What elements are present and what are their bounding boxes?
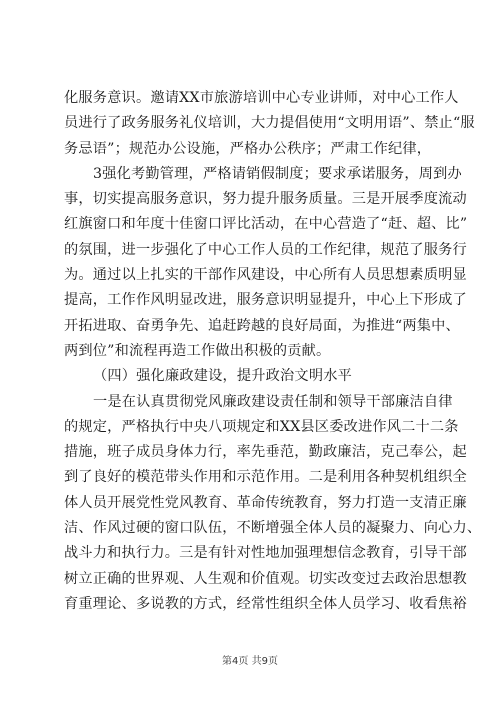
text-line: 一是在认真贯彻党风廉政建设责任制和领导干部廉洁自律 (93, 393, 453, 410)
section-heading: （四）强化廉政建设，提升政治文明水平 (93, 368, 352, 385)
text-line: 为。通过以上扎实的干部作风建设，中心所有人员思想素质明显 (64, 267, 467, 284)
text-line: 两到位”和流程再造工作做出积极的贡献。 (64, 342, 331, 359)
text-line: 洁、作风过硬的窗口队伍，不断增强全体人员的凝聚力、向心力、 (64, 520, 482, 537)
text-line: 员进行了政务服务礼仪培训，大力提倡使用“文明用语”、禁止“服 (64, 115, 475, 132)
text-line: 务忌语”；规范办公设施，严格办公秩序；严肃工作纪律， (64, 140, 432, 157)
text-line: 的规定，严格执行中央八项规定和XX县区委改进作风二十二条 (64, 418, 459, 435)
text-line: 红旗窗口和年度十佳窗口评比活动，在中心营造了“赶、超、比” (64, 216, 468, 233)
text-line: 树立正确的世界观、人生观和价值观。切实改变过去政治思想教 (64, 570, 467, 587)
text-line: 化服务意识。邀请XX市旅游培训中心专业讲师，对中心工作人 (64, 90, 459, 106)
text-line: 提高，工作作风明显改进，服务意识明显提升，中心上下形成了 (64, 292, 467, 309)
text-line: 到了良好的模范带头作用和示范作用。二是利用各种契机组织全 (64, 469, 467, 486)
page-number-footer: 第4页 共9页 (222, 656, 278, 667)
text-line: 事，切实提高服务意识，努力提升服务质量。三是开展季度流动 (64, 191, 467, 208)
text-line: 体人员开展党性党风教育、革命传统教育，努力打造一支清正廉 (64, 494, 467, 511)
text-line: 措施，班子成员身体力行，率先垂范，勤政廉洁，克己奉公，起 (64, 444, 467, 461)
text-line: 的氛围，进一步强化了中心工作人员的工作纪律，规范了服务行 (64, 241, 467, 258)
text-line: 3强化考勤管理，严格请销假制度；要求承诺服务，周到办 (93, 165, 462, 182)
body-text (64, 86, 482, 617)
text-line: 育重理论、多说教的方式，经常性组织全体人员学习、收看焦裕 (64, 595, 467, 612)
text-line: 开拓进取、奋勇争先、追赶跨越的良好局面，为推进“两集中、 (64, 317, 460, 334)
text-line: 战斗力和执行力。三是有针对性地加强理想信念教育，引导干部 (64, 545, 467, 562)
